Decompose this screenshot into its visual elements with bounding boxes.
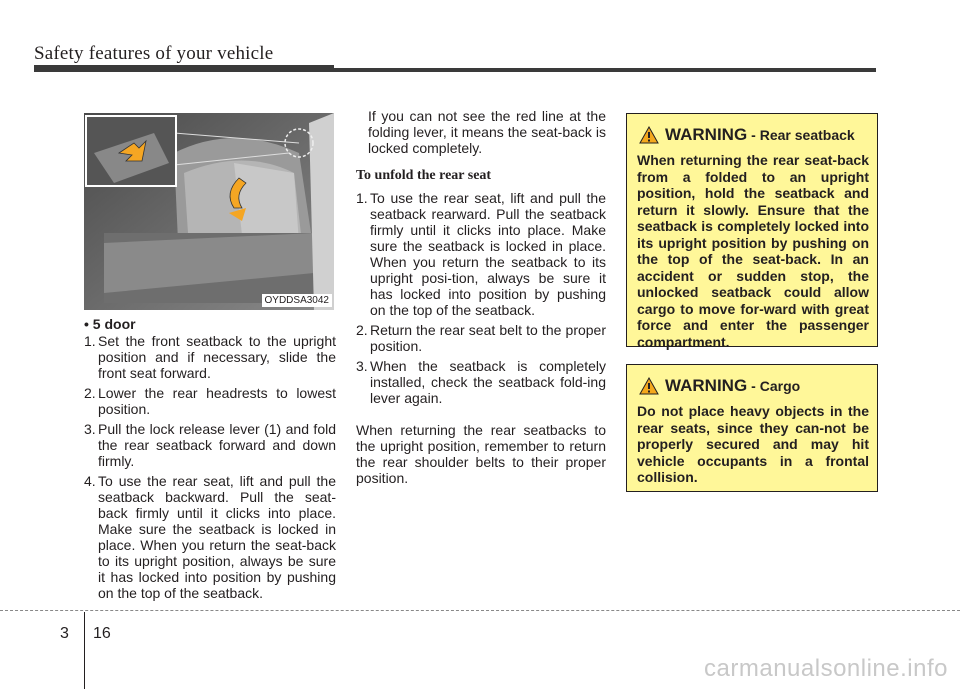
warning-body: Do not place heavy objects in the rear seats, since they can-not be properly secured and may hit vehicle occupants in a frontal collision. [637,403,869,485]
step-text: Lower the rear headrests to lowest position. [98,385,336,417]
column-2 [356,108,606,486]
step-item [356,358,606,406]
step-item [84,421,336,469]
warning-heading [639,375,877,397]
step-text: To use the rear seat, lift and pull the seatback backward. Pull the seat-back firmly until it clicks into place. Make sure the seatback is locked in place. When you return the seat-back to its upright position, always be sure it has locked into position by pushing on the top of the seatback. [98,473,336,601]
step-text: To use the rear seat, lift and pull the seatback rearward. Pull the seatback firmly until it clicks into place. Make sure the seatback is locked in place. When you return the seatback to its upright posi-tion, always be sure it has locked into position by pushing on the top of the seatback. [370,190,606,318]
header-title: Safety features of your vehicle [34,43,274,64]
chapter-number: 3 [60,625,69,642]
warning-subject: - Rear seatback [751,127,855,143]
warning-triangle-icon [639,126,659,144]
step-number: 2. [84,385,96,401]
footer-divider [84,612,85,689]
step-text: Pull the lock release lever (1) and fold the rear seatback forward and down firmly. [98,421,336,469]
step-item [84,385,336,417]
warning-body: When returning the rear seat-back from a folded to an upright position, hold the seatback and return it slowly. Ensure that the seatback is completely locked into its upright position by pushing on the top of the seat-back. In an accident or sudden stop, the unlocked seatback could allow cargo to move for-ward with great force and enter the passenger compartment. [637,152,869,350]
watermark: carmanualsonline.info [704,655,948,682]
figure-code: OYDDSA3042 [262,294,332,307]
warning-label: WARNING [665,376,748,395]
step-number: 1. [84,333,96,349]
page-number: 16 [93,625,111,642]
step-text: Return the rear seat belt to the proper position. [370,322,606,354]
step-text: Set the front seatback to the upright position and if necessary, slide the front seat forward. [98,333,336,381]
step-number: 4. [84,473,96,489]
step-item [84,333,336,381]
column-1 [84,316,336,605]
warning-subject: - Cargo [751,378,801,394]
step-item [356,190,606,318]
warning-label: WARNING [665,125,748,144]
warning-box-cargo [626,364,878,492]
step-text: When the seatback is completely installed, check the seatback fold-ing lever again. [370,358,606,406]
closing-paragraph: When returning the rear seatbacks to the upright position, remember to return the rear shoulder belts to their proper position. [356,422,606,486]
step-number: 2. [356,322,368,338]
header-rule [34,68,876,72]
warning-heading [639,124,877,146]
warning-box-rear-seatback [626,113,878,350]
step-item [356,322,606,354]
seat-illustration [84,113,334,310]
intro-paragraph: If you can not see the red line at the folding lever, it means the seat-back is locked completely. [368,108,606,156]
seat-figure [84,113,334,310]
section-bullet: • 5 door [84,316,136,332]
step-number: 3. [356,358,368,374]
footer-rule [0,610,960,611]
step-number: 3. [84,421,96,437]
step-item [84,473,336,601]
warning-triangle-icon [639,377,659,395]
subheading: To unfold the rear seat [356,168,492,183]
step-number: 1. [356,190,368,206]
